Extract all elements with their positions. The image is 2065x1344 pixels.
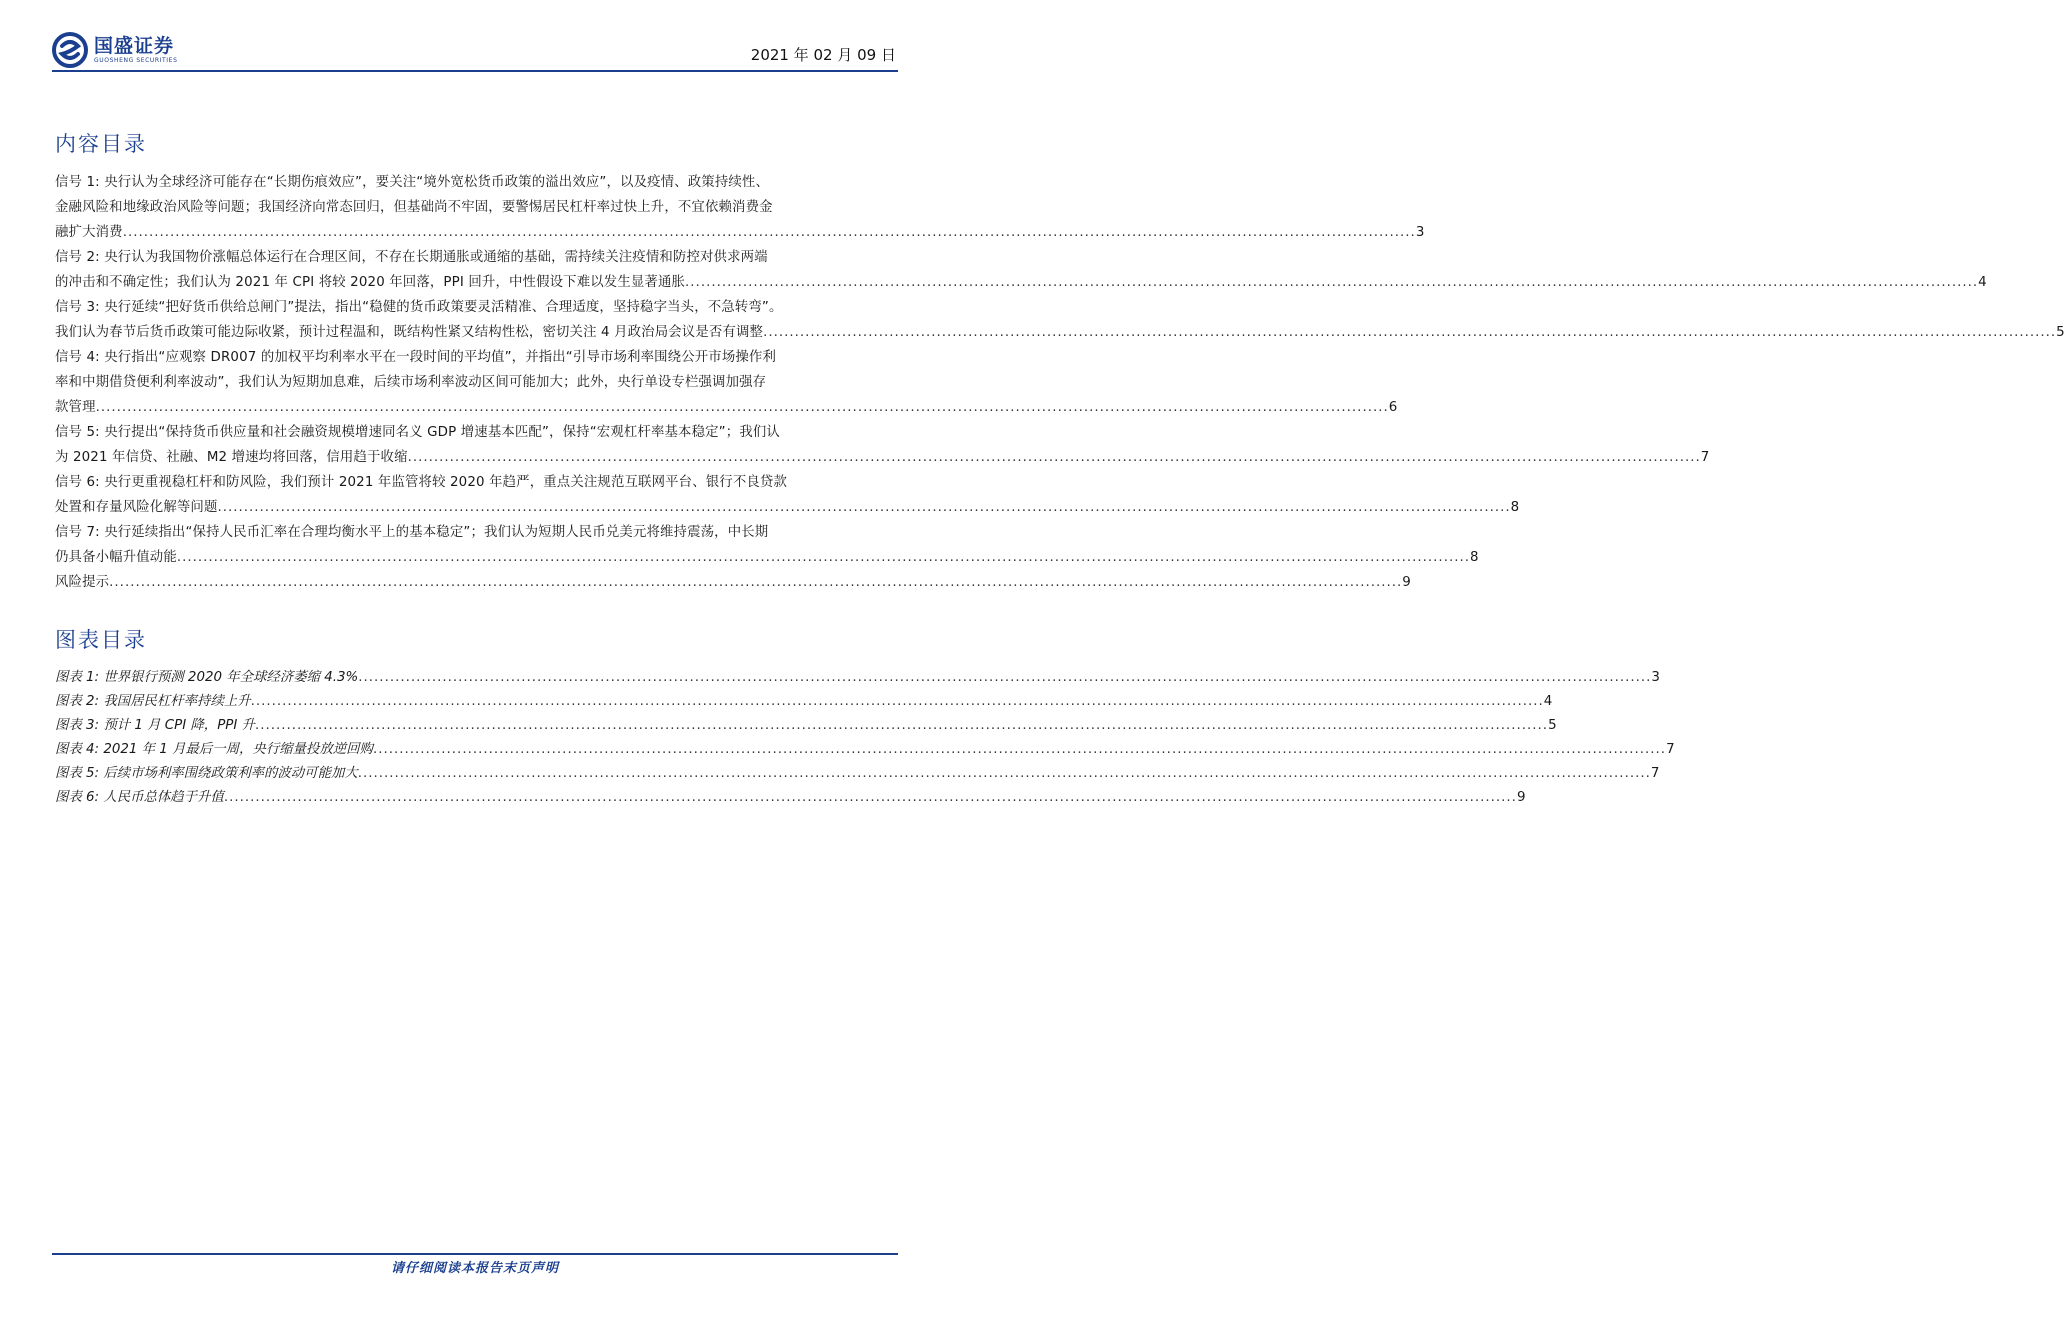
figure-page-number: 9 bbox=[1516, 790, 1526, 805]
figure-caption: 图表 5: 后续市场利率围绕政策利率的波动可能加大 bbox=[55, 766, 358, 781]
toc-leader-dots: ...................................................................................................................................................................................................................................................... bbox=[685, 275, 1979, 290]
toc-leader-dots: ...................................................................................................................................................................................................................................................... bbox=[217, 500, 1511, 515]
figure-list-entry[interactable] bbox=[55, 762, 1660, 786]
toc-entry-last-line bbox=[55, 395, 1398, 420]
figure-page-number: 4 bbox=[1543, 694, 1553, 709]
toc-page-number: 3 bbox=[1415, 225, 1425, 240]
figure-leader-dots: ...................................................................................................................................................................................................................................................... bbox=[250, 694, 1544, 709]
figure-page-number: 5 bbox=[1548, 718, 1557, 733]
figure-caption: 图表 2: 我国居民杠杆率持续上升 bbox=[55, 694, 251, 709]
toc-title: 内容目录 bbox=[55, 132, 147, 156]
table-of-contents bbox=[55, 170, 2065, 595]
figure-list-entry[interactable] bbox=[55, 666, 1660, 690]
toc-entry-line: 信号 3: 央行延续“把好货币供给总闸门”提法，指出“稳健的货币政策要灵活精准、合理适度，坚持稳字当头，不急转弯”。 bbox=[55, 300, 783, 315]
report-date: 2021 年 02 月 09 日 bbox=[750, 46, 896, 64]
logo-name-en: GUOSHENG SECURITIES bbox=[94, 57, 178, 64]
figure-leader-dots: ...................................................................................................................................................................................................................................................... bbox=[254, 718, 1549, 733]
toc-leader-dots: ...................................................................................................................................................................................................................................................... bbox=[95, 400, 1389, 415]
toc-entry-line: 信号 2: 央行认为我国物价涨幅总体运行在合理区间，不存在长期通胀或通缩的基础，需持续关注疫情和防控对供求两端 bbox=[55, 250, 768, 265]
toc-entry-text: 我们认为春节后货币政策可能边际收紧，预计过程温和，既结构性紧又结构性松，密切关注 4 月政治局会议是否有调整 bbox=[55, 325, 764, 340]
toc-entry-last-line bbox=[55, 220, 1425, 245]
toc-entry-last-line bbox=[55, 270, 1987, 295]
figure-list-entry[interactable] bbox=[55, 714, 1557, 738]
page-header bbox=[52, 30, 898, 72]
toc-page-number: 8 bbox=[1510, 500, 1520, 515]
toc-leader-dots: ...................................................................................................................................................................................................................................................... bbox=[176, 550, 1470, 565]
toc-entry-last-line bbox=[55, 495, 1520, 520]
toc-page-number: 9 bbox=[1402, 575, 1411, 590]
toc-entry-text: 的冲击和不确定性；我们认为 2021 年 CPI 将较 2020 年回落，PPI 回升，中性假设下难以发生显著通胀 bbox=[55, 275, 686, 290]
toc-leader-dots: ...................................................................................................................................................................................................................................................... bbox=[763, 325, 2057, 340]
toc-entry-text: 为 2021 年信贷、社融、M2 增速均将回落，信用趋于收缩 bbox=[55, 450, 408, 465]
toc-entry-text: 款管理 bbox=[55, 400, 96, 415]
header-divider bbox=[52, 70, 898, 72]
toc-entry-last-line bbox=[55, 545, 1479, 570]
toc-leader-dots: ...................................................................................................................................................................................................................................................... bbox=[109, 575, 1403, 590]
footer-disclaimer: 请仔细阅读本报告末页声明 bbox=[390, 1261, 559, 1276]
figure-page-number: 3 bbox=[1651, 670, 1660, 685]
toc-entry-text: 仍具备小幅升值动能 bbox=[55, 550, 177, 565]
figure-caption: 图表 6: 人民币总体趋于升值 bbox=[55, 790, 224, 805]
figure-list bbox=[55, 666, 1675, 810]
figure-page-number: 7 bbox=[1666, 742, 1675, 757]
figure-list-entry[interactable] bbox=[55, 786, 1526, 810]
toc-entry-text: 处置和存量风险化解等问题 bbox=[55, 500, 218, 515]
toc-entry-text: 风险提示 bbox=[55, 575, 110, 590]
logo-name-cn: 国盛证券 bbox=[94, 35, 175, 57]
toc-entry[interactable] bbox=[55, 245, 1987, 295]
figure-page-number: 7 bbox=[1650, 766, 1660, 781]
figure-caption: 图表 4: 2021 年 1 月最后一周，央行缩量投放逆回购 bbox=[55, 742, 373, 757]
toc-entry[interactable] bbox=[55, 345, 1398, 420]
figure-list-title: 图表目录 bbox=[55, 628, 147, 652]
toc-entry-last-line bbox=[55, 320, 2065, 345]
toc-entry[interactable] bbox=[55, 520, 1479, 570]
toc-entry-line: 信号 5: 央行提出“保持货币供应量和社会融资规模增速同名义 GDP 增速基本匹配”，保持“宏观杠杆率基本稳定”；我们认 bbox=[55, 425, 780, 440]
toc-entry-text: 融扩大消费 bbox=[55, 225, 123, 240]
figure-leader-dots: ...................................................................................................................................................................................................................................................... bbox=[223, 790, 1517, 805]
toc-entry[interactable] bbox=[55, 170, 1425, 245]
toc-entry-line: 信号 4: 央行指出“应观察 DR007 的加权平均利率水平在一段时间的平均值”，并指出“引导市场利率围绕公开市场操作利 bbox=[55, 350, 777, 365]
toc-entry-line: 金融风险和地缘政治风险等问题；我国经济向常态回归，但基础尚不牢固，要警惕居民杠杆率过快上升，不宜依赖消费金 bbox=[55, 200, 773, 215]
toc-page-number: 8 bbox=[1469, 550, 1479, 565]
figure-caption: 图表 1: 世界银行预测 2020 年全球经济萎缩 4.3% bbox=[55, 670, 359, 685]
toc-page-number: 4 bbox=[1978, 275, 1987, 290]
toc-page-number: 6 bbox=[1388, 400, 1398, 415]
figure-leader-dots: ...................................................................................................................................................................................................................................................... bbox=[372, 742, 1667, 757]
figure-leader-dots: ...................................................................................................................................................................................................................................................... bbox=[357, 766, 1651, 781]
toc-entry[interactable] bbox=[55, 420, 1710, 470]
figure-caption: 图表 3: 预计 1 月 CPI 降，PPI 升 bbox=[55, 718, 255, 733]
toc-page-number: 7 bbox=[1700, 450, 1710, 465]
toc-leader-dots: ...................................................................................................................................................................................................................................................... bbox=[407, 450, 1701, 465]
toc-entry[interactable] bbox=[55, 470, 1520, 520]
toc-entry-last-line bbox=[55, 570, 1411, 595]
figure-leader-dots: ...................................................................................................................................................................................................................................................... bbox=[358, 670, 1652, 685]
toc-entry-line: 信号 6: 央行更重视稳杠杆和防风险，我们预计 2021 年监管将较 2020 年趋严，重点关注规范互联网平台、银行不良贷款 bbox=[55, 475, 787, 490]
toc-entry-line: 率和中期借贷便利利率波动”，我们认为短期加息难，后续市场利率波动区间可能加大；此外，央行单设专栏强调加强存 bbox=[55, 375, 767, 390]
toc-entry[interactable] bbox=[55, 295, 2065, 345]
toc-entry[interactable] bbox=[55, 570, 1411, 595]
toc-entry-line: 信号 7: 央行延续指出“保持人民币汇率在合理均衡水平上的基本稳定”；我们认为短期人民币兑美元将维持震荡，中长期 bbox=[55, 525, 769, 540]
toc-entry-line: 信号 1: 央行认为全球经济可能存在“长期伤痕效应”，要关注“境外宽松货币政策的溢出效应”，以及疫情、政策持续性、 bbox=[55, 175, 769, 190]
toc-page-number: 5 bbox=[2056, 325, 2065, 340]
toc-entry-last-line bbox=[55, 445, 1710, 470]
figure-list-entry[interactable] bbox=[55, 738, 1675, 762]
company-logo bbox=[52, 30, 177, 70]
footer-divider bbox=[52, 1253, 898, 1255]
figure-list-entry[interactable] bbox=[55, 690, 1553, 714]
guosheng-logo-icon bbox=[52, 32, 88, 68]
toc-leader-dots: ...................................................................................................................................................................................................................................................... bbox=[122, 225, 1416, 240]
